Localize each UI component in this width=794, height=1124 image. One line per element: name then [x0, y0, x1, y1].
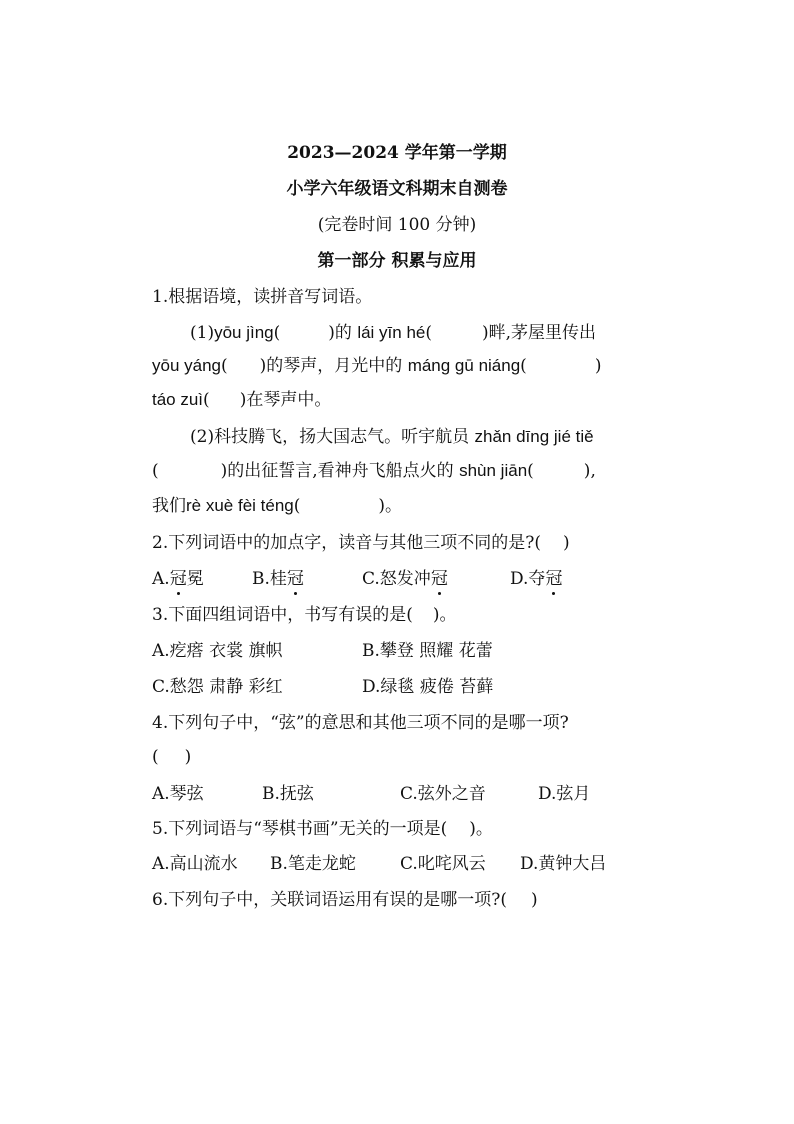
pinyin-youjing: yōu jìng — [214, 323, 274, 342]
q1-p2-line3: 我们rè xuè fèi téng( )。 — [152, 496, 403, 516]
pinyin-zhandingjietie: zhǎn dīng jié tiě — [474, 427, 594, 446]
q2-option-a[interactable] — [152, 568, 204, 590]
q4-option-c[interactable]: C.弦外之音 — [400, 784, 486, 804]
q4-option-b[interactable]: B.抚弦 — [262, 784, 314, 804]
pinyin-taozui: táo zuì — [152, 390, 204, 409]
q1-p1-line3: táo zuì( )在琴声中。 — [152, 390, 332, 410]
q1-p2-line1 — [190, 426, 690, 448]
text: )。 — [432, 605, 457, 625]
dotted-char: 冠 — [286, 569, 304, 589]
text: 畔,茅屋里传出 — [488, 323, 597, 343]
q4-option-d[interactable]: D.弦月 — [538, 784, 591, 804]
q5-option-b[interactable]: B.笔走龙蛇 — [270, 854, 356, 874]
pinyin-rexuefeiteng: rè xuè fèi téng — [186, 496, 294, 515]
text: 6.下列句子中，关联词语运用有误的是哪一项?( — [152, 890, 507, 910]
q2-option-d[interactable] — [510, 568, 562, 590]
text: A. — [152, 569, 170, 589]
text: 2.下列词语中的加点字，读音与其他三项不同的是?( — [152, 533, 541, 553]
q2-option-c[interactable] — [362, 568, 448, 590]
text: D.夺 — [510, 569, 546, 589]
text: 冕 — [186, 569, 204, 589]
dotted-char: 冠 — [545, 569, 563, 589]
q5-option-a[interactable]: A.高山流水 — [152, 854, 238, 874]
q6-stem — [152, 889, 652, 911]
q1-p2-line2: ( )的出征誓言,看神舟飞船点火的 shùn jiān( ), — [152, 461, 596, 481]
text: 在琴声中。 — [246, 390, 332, 410]
q3-stem — [152, 604, 652, 626]
text: )。 — [469, 819, 493, 839]
time-note: (完卷时间 100 分钟) — [317, 215, 477, 235]
year-term-heading: 2023—2024 学年第一学期 — [287, 143, 507, 163]
q1-p1-line1: (1)yōu jìng( )的 lái yīn hé( )畔,茅屋里传出 — [190, 323, 597, 343]
text: 我们 — [152, 496, 186, 516]
exam-title: 小学六年级语文科期末自测卷 — [286, 179, 508, 199]
q5-option-c[interactable]: C.叱咤风云 — [400, 854, 486, 874]
pinyin-shunjian: shùn jiān — [459, 461, 528, 480]
text: 。 — [385, 496, 403, 516]
q4-paren — [152, 746, 652, 768]
q3-option-d[interactable]: D.绿毯 疲倦 苔藓 — [362, 677, 494, 697]
text: B.桂 — [252, 569, 287, 589]
q4-stem: 4.下列句子中，“弦”的意思和其他三项不同的是哪一项? — [152, 713, 569, 733]
part-title: 第一部分 积累与应用 — [317, 251, 477, 271]
q4-option-a[interactable]: A.琴弦 — [152, 784, 204, 804]
q2-option-b[interactable] — [252, 568, 304, 590]
pinyin-laiyinhe: lái yīn hé — [357, 323, 426, 342]
text: 的出征誓言,看神舟飞船点火的 — [227, 461, 454, 481]
text: 科技腾飞，扬大国志气。听宇航员 — [214, 427, 470, 447]
text: ) — [530, 890, 538, 910]
q1-stem: 1.根据语境，读拼音写词语。 — [152, 287, 373, 307]
dotted-char: 冠 — [430, 569, 448, 589]
q3-option-c[interactable]: C.愁怨 肃静 彩红 — [152, 677, 283, 697]
q2-stem — [152, 532, 652, 554]
q1-p1-label: (1) — [190, 323, 215, 343]
q1-p2-label: (2) — [190, 427, 215, 447]
text: 3.下面四组词语中，书写有误的是( — [152, 605, 413, 625]
q1-p1-line2: yōu yáng( )的琴声，月光中的 máng gū niáng( ) — [152, 356, 602, 376]
q5-stem — [152, 818, 652, 840]
text: , — [590, 461, 596, 481]
q3-option-a[interactable]: A.疙瘩 衣裳 旗帜 — [152, 641, 283, 661]
text: 的琴声，月光中的 — [266, 356, 403, 376]
text: 的 — [334, 323, 352, 343]
text: ( — [152, 747, 159, 767]
q5-option-d[interactable]: D.黄钟大吕 — [520, 854, 607, 874]
pinyin-youyang: yōu yáng — [152, 356, 221, 375]
q3-option-b[interactable]: B.攀登 照耀 花蕾 — [362, 641, 493, 661]
pinyin-mangguniang: máng gū niáng — [407, 356, 521, 375]
text: C.怒发冲 — [362, 569, 431, 589]
dotted-char: 冠 — [169, 569, 187, 589]
text: ) — [184, 747, 192, 767]
text: 5.下列词语与“琴棋书画”无关的一项是( — [152, 819, 448, 839]
text: ) — [562, 533, 570, 553]
